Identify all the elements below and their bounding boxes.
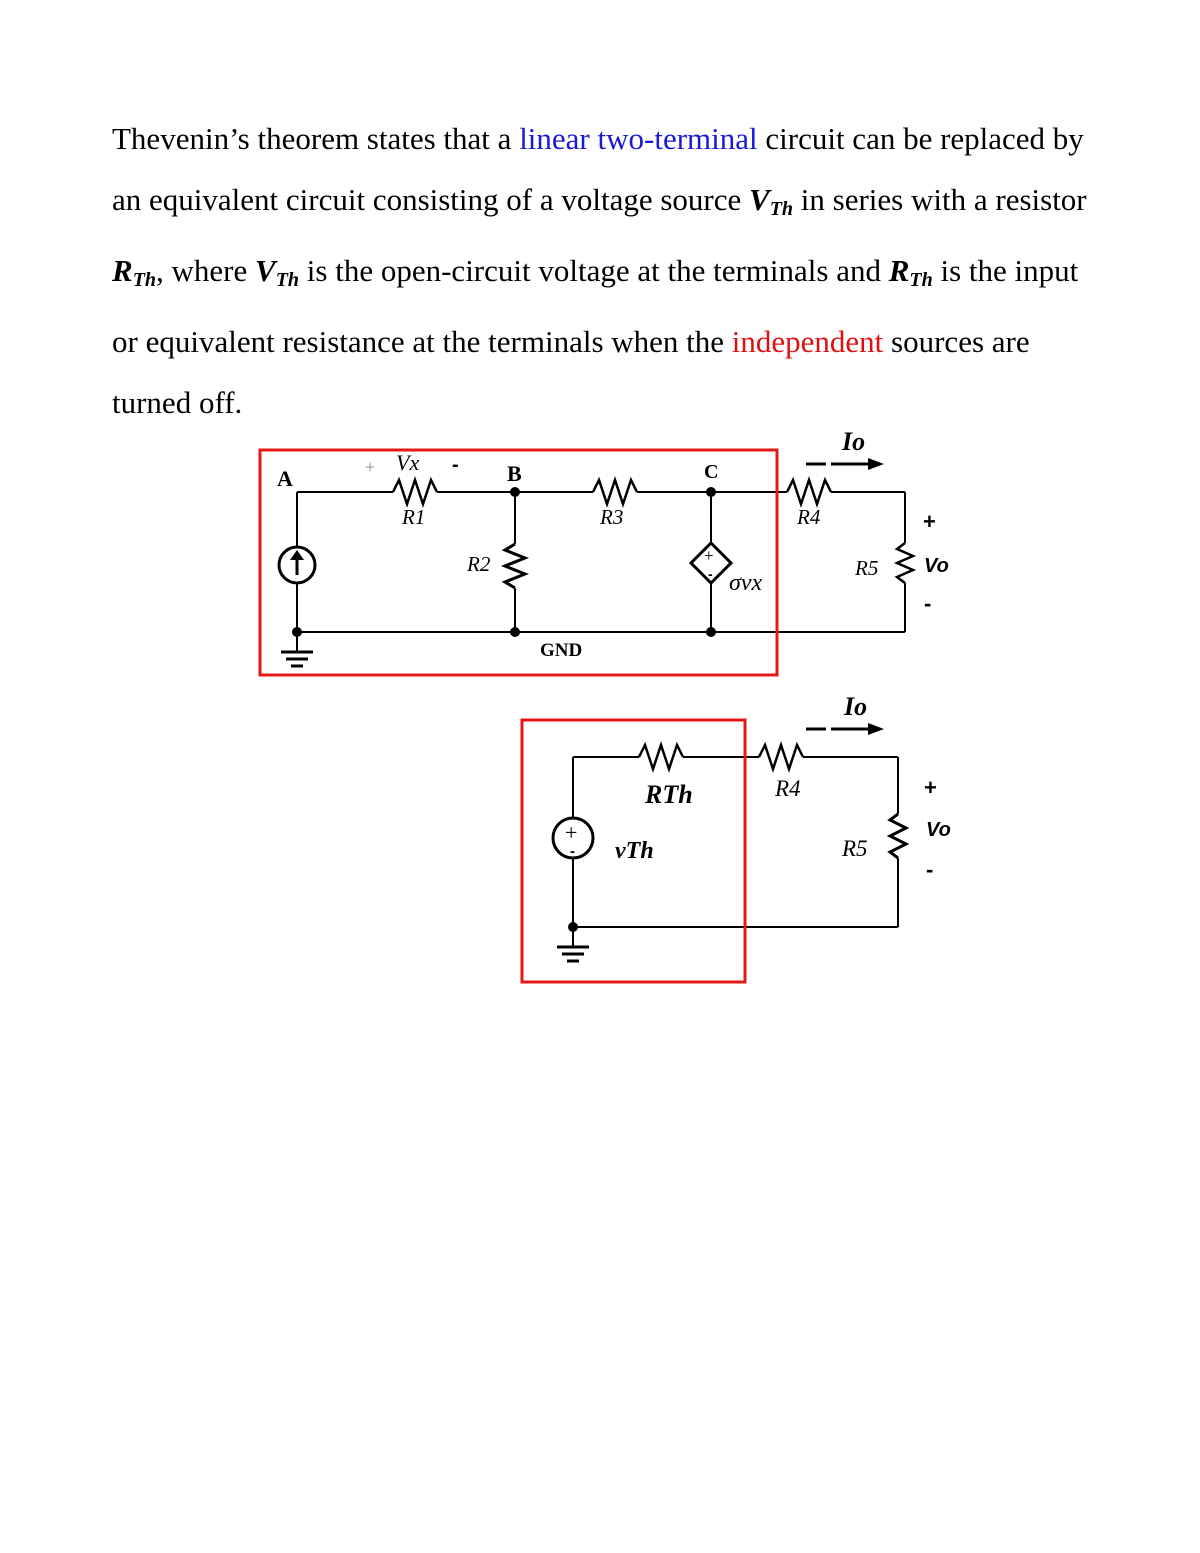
linear-two-terminal-highlight: linear two-terminal (519, 121, 758, 156)
text-part-2: circuit can be replaced by an equivalent circuit consisting of a voltage source (112, 121, 1084, 217)
text-intro: Thevenin’s theorem states that a (112, 121, 520, 156)
text-part-4: , where (156, 253, 256, 288)
resistor-r1 (393, 480, 437, 504)
text-part-6: is the input or equivalent resistance at the terminals when the (112, 253, 1079, 359)
vx-label: Vx (396, 450, 420, 475)
text-part-7: sources are turned off. (112, 324, 1030, 420)
vo-minus-sign: - (924, 591, 932, 616)
independent-highlight: independent (731, 324, 884, 359)
vth-symbol-2: $V_{Th}$ (255, 253, 300, 291)
r1-label: R1 (402, 505, 426, 529)
vx-plus-sign: + (365, 457, 376, 477)
vo-equiv-plus: + (924, 775, 937, 800)
r2-label: R2 (467, 552, 491, 576)
node-c-label: C (704, 461, 719, 483)
resistor-rth (639, 745, 683, 769)
node-ground-dot (292, 627, 302, 637)
vth-symbol: $V_{Th}$ (749, 182, 794, 220)
resistor-r5 (897, 543, 913, 583)
circuit1-nodes (292, 487, 716, 637)
vo-equiv-minus: - (926, 857, 934, 882)
node-b-label: B (507, 461, 522, 486)
equiv-ground-dot (568, 922, 578, 932)
node-b-ground-dot (510, 627, 520, 637)
vo-equiv-label: Vo (926, 819, 951, 841)
io-label: Io (842, 427, 866, 456)
vth-src-plus: + (565, 820, 578, 845)
node-a-label: A (277, 466, 293, 491)
vx-minus-sign: - (452, 454, 459, 476)
rth-symbol-2: $R_{Th}$ (888, 253, 933, 291)
r3-label: R3 (600, 505, 624, 529)
io-arrow-icon (806, 458, 884, 470)
r4-label: R4 (797, 505, 821, 529)
text-part-3: in series with a resistor (793, 182, 1087, 217)
rth-label: RTh (645, 780, 693, 809)
node-b-dot (510, 487, 520, 497)
current-source-arrow-icon (290, 550, 304, 575)
dep-source-plus: + (704, 546, 714, 565)
dep-source-minus: - (708, 566, 713, 582)
resistor-r5-equiv (890, 814, 906, 858)
io-equiv-label: Io (844, 692, 868, 721)
resistor-r4-equiv (759, 745, 803, 769)
r5-equiv-label: R5 (842, 836, 868, 861)
dependent-source-label: σvx (729, 570, 763, 596)
io-arrow-equiv-icon (806, 723, 884, 735)
resistor-r2 (505, 544, 525, 588)
rth-symbol: $R_{Th}$ (112, 253, 157, 291)
r4-equiv-label: R4 (775, 776, 801, 801)
node-c-dot (706, 487, 716, 497)
vo-plus-sign: + (923, 509, 936, 534)
text-part-5: is the open-circuit voltage at the terminals and (299, 253, 889, 288)
vo-label: Vo (924, 555, 949, 577)
vth-src-minus: - (570, 843, 575, 860)
resistor-r3 (593, 480, 637, 504)
node-c-ground-dot (706, 627, 716, 637)
vth-label: vTh (615, 838, 654, 864)
resistor-r4 (787, 480, 831, 504)
r5-label: R5 (855, 556, 879, 580)
gnd-label: GND (540, 640, 583, 661)
